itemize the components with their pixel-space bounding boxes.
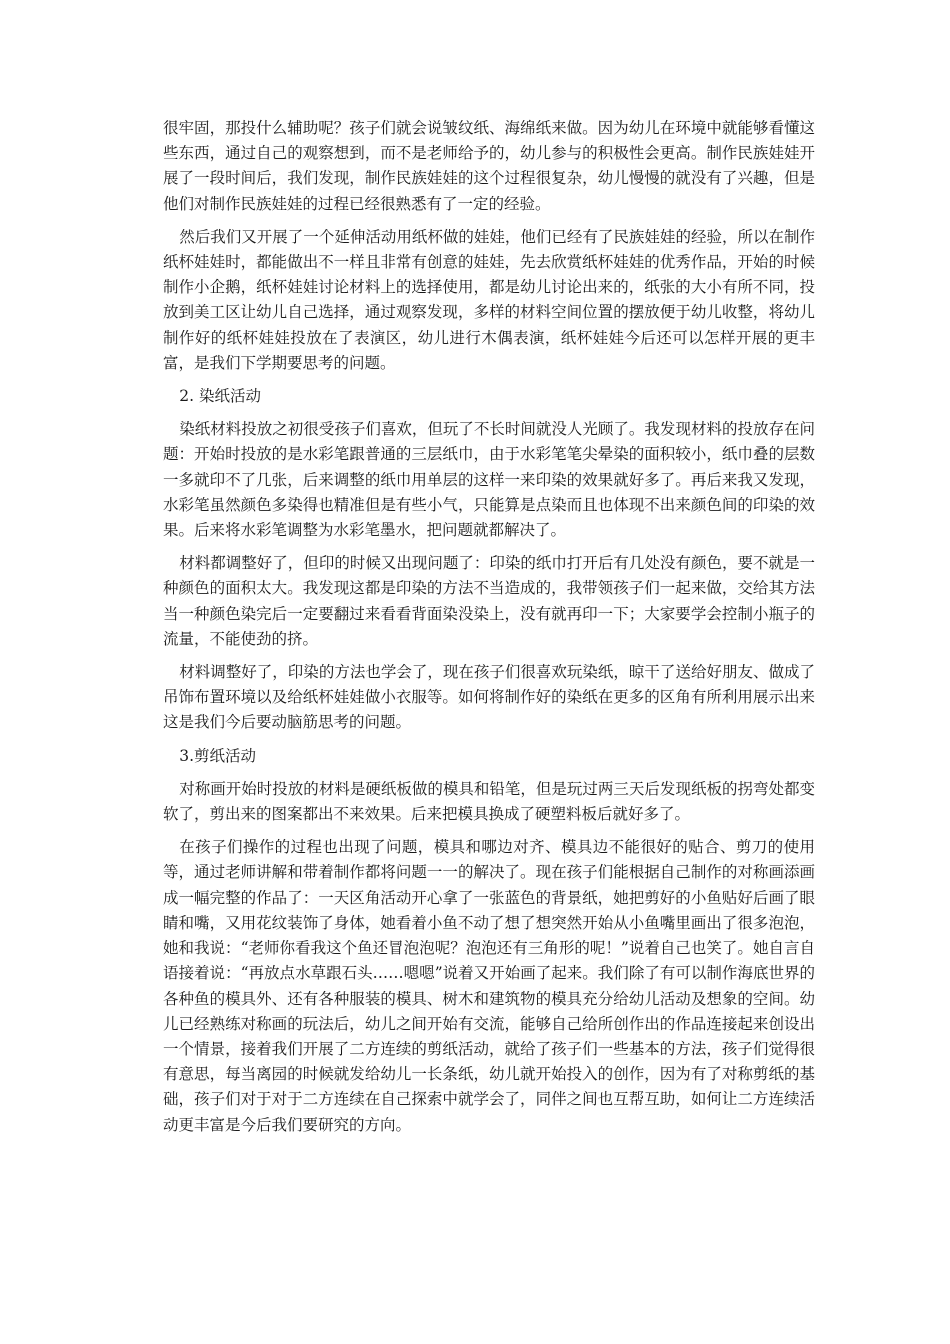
- paragraph: 染纸材料投放之初很受孩子们喜欢，但玩了不长时间就没人光顾了。我发现材料的投放存在问题：开始时投放的是水彩笔跟普通的三层纸巾，由于水彩笔笔尖晕染的面积较小，纸巾叠的层数一多就印不了几张，后来调整的纸巾用单层的这样一来印染的效果就好多了。再后来我又发现，水彩笔虽然颜色多染得也精准但是有些小气，只能算是点染而且也体现不出来颜色间的印染的效果。后来将水彩笔调整为水彩笔墨水，把问题就都解决了。: [163, 420, 815, 540]
- paragraph: 材料都调整好了，但印的时候又出现问题了：印染的纸巾打开后有几处没有颜色，要不就是一种颜色的面积太大。我发现这都是印染的方法不当造成的，我带领孩子们一起来做，交给其方法当一种颜色染完后一定要翻过来看看背面染没染上，没有就再印一下；大家要学会控制小瓶子的流量，不能使劲的挤。: [163, 554, 815, 648]
- paragraph: 然后我们又开展了一个延伸活动用纸杯做的娃娃，他们已经有了民族娃娃的经验，所以在制作纸杯娃娃时，都能做出不一样且非常有创意的娃娃，先去欣赏纸杯娃娃的优秀作品，开始的时候制作小企鹅，纸杯娃娃讨论材料上的选择使用，都是幼儿讨论出来的，纸张的大小有所不同，投放到美工区让幼儿自己选择，通过观察发现，多样的材料空间位置的摆放便于幼儿收整，将幼儿制作好的纸杯娃娃投放在了表演区，幼儿进行木偶表演，纸杯娃娃今后还可以怎样开展的更丰富，是我们下学期要思考的问题。: [163, 227, 815, 372]
- paragraph: 在孩子们操作的过程也出现了问题，模具和哪边对齐、模具边不能很好的贴合、剪刀的使用等，通过老师讲解和带着制作都将问题一一的解决了。现在孩子们能根据自己制作的对称画添画成一幅完整的作品了：一天区角活动开心拿了一张蓝色的背景纸，她把剪好的小鱼贴好后画了眼睛和嘴，又用花纹装饰了身体，她看着小鱼不动了想了想突然开始从小鱼嘴里画出了很多泡泡，她和我说：“老师你看我这个鱼还冒泡泡呢？泡泡还有三角形的呢！”说着自己也笑了。她自言自语接着说：“再放点水草跟石头……嗯嗯”说着又开始画了起来。我们除了有可以制作海底世界的各种鱼的模具外、还有各种服装的模具、树木和建筑物的模具充分给幼儿活动及想象的空间。幼儿已经熟练对称画的玩法后，幼儿之间开始有交流，能够自己给所创作出的作品连接起来创设出一个情景，接着我们开展了二方连续的剪纸活动，就给了孩子们一些基本的方法，孩子们觉得很有意思，每当离园的时候就发给幼儿一长条纸，幼儿就开始投入的创作，因为有了对称剪纸的基础，孩子们对于对于二方连续在自己探索中就学会了，同伴之间也互帮互助，如何让二方连续活动更丰富是今后我们要研究的方向。: [163, 838, 815, 1134]
- paragraph: 对称画开始时投放的材料是硬纸板做的模具和铅笔，但是玩过两三天后发现纸板的拐弯处都变软了，剪出来的图案都出不来效果。后来把模具换成了硬塑料板后就好多了。: [163, 779, 815, 824]
- paragraph: 很牢固，那投什么辅助呢？孩子们就会说皱纹纸、海绵纸来做。因为幼儿在环境中就能够看懂这些东西，通过自己的观察想到，而不是老师给予的，幼儿参与的积极性会更高。制作民族娃娃开展了一段时间后，我们发现，制作民族娃娃的这个过程很复杂，幼儿慢慢的就没有了兴趣，但是他们对制作民族娃娃的过程已经很熟悉有了一定的经验。: [163, 119, 815, 213]
- section-heading: 3.剪纸活动: [179, 746, 257, 765]
- section-heading: 2. 染纸活动: [179, 387, 261, 406]
- paragraph: 材料调整好了，印染的方法也学会了，现在孩子们很喜欢玩染纸，晾干了送给好朋友、做成了吊饰布置环境以及给纸杯娃娃做小衣服等。如何将制作好的染纸在更多的区角有所利用展示出来这是我们今后要动脑筋思考的问题。: [163, 663, 815, 732]
- document-body: [163, 116, 815, 1146]
